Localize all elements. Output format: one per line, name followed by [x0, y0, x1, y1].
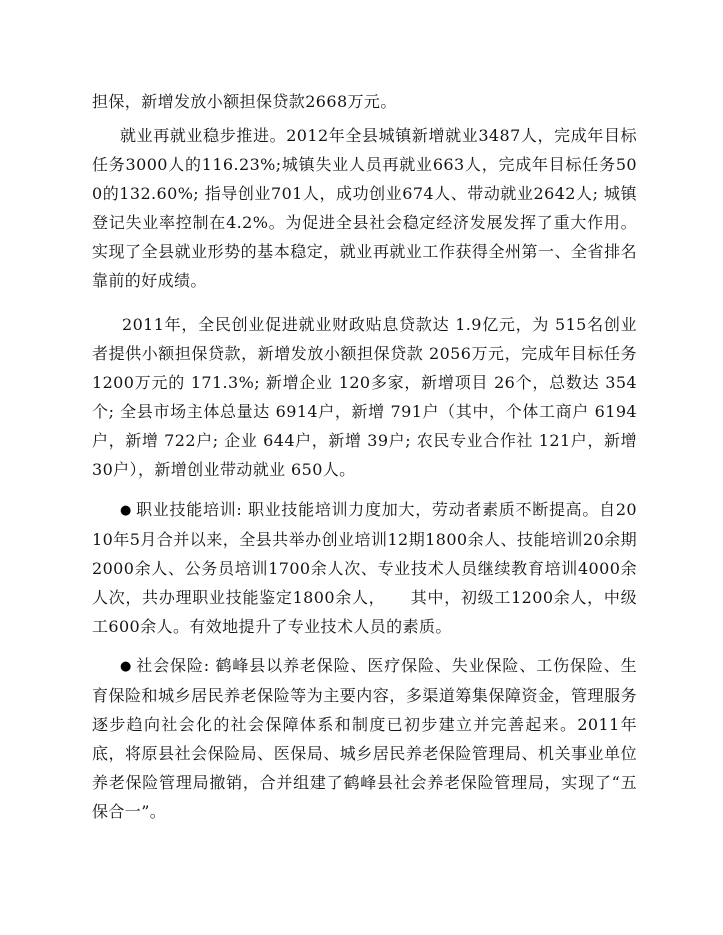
paragraph-entrepreneurship-2011	[92, 310, 637, 484]
paragraph-social-insurance	[92, 651, 637, 826]
paragraph-text: 职业技能培训: 职业技能培训力度加大，劳动者素质不断提高。自2010年5月合并以来，全县共举办创业培训12期1800余人、技能培训20余期2000余人、公务员培训1700余人次、专业技术人员继续教育培训4000余人次，共办理职业技能鉴定1800余人， 其中，初级工1200余人，中级工600余人。有效地提升了专业技术人员的素质。	[92, 500, 637, 636]
paragraph-text: 2011年，全民创业促进就业财政贴息贷款达 1.9亿元，为 515名创业者提供小额担保贷款，新增发放小额担保贷款 2056万元，完成年目标任务 1200万元的 171.3%; 新增企业 120多家，新增项目 26个，总数达 354个; 全县市场主体总量达 6914户，新增 791户（其中，个体工商户 6194户，新增 722户; 企业 644户，新增 39户; 农民专业合作社 121户，新增 30户），新增创业带动就业 650人。	[92, 315, 637, 479]
paragraph-text: 担保，新增发放小额担保贷款2668万元。	[92, 92, 397, 111]
paragraph-loan-continuation	[92, 87, 637, 116]
bullet-icon: ●	[120, 503, 132, 518]
paragraph-skills-training	[92, 495, 637, 641]
paragraph-text: 社会保险: 鹤峰县以养老保险、医疗保险、失业保险、工伤保险、生育保险和城乡居民养老保险等为主要内容，多渠道筹集保障资金，管理服务逐步趋向社会化的社会保障体系和制度已初步建立并完善起来。2011年底，将原县社会保险局、医保局、城乡居民养老保险管理局、机关事业单位养老保险管理局撤销，合并组建了鹤峰县社会养老保险管理局，实现了“五保合一”。	[92, 656, 637, 821]
paragraph-text: 就业再就业稳步推进。2012年全县城镇新增就业3487人，完成年目标任务3000人的116.23%;城镇失业人员再就业663人，完成年目标任务500的132.60%; 指导创业701人，成功创业674人、带动就业2642人; 城镇登记失业率控制在4.2%。为促进全县社会稳定经济发展发挥了重大作用。实现了全县就业形势的基本稳定，就业再就业工作获得全州第一、全省排名靠前的好成绩。	[92, 126, 637, 290]
bullet-icon: ●	[120, 659, 132, 674]
paragraph-employment-progress	[92, 121, 637, 295]
